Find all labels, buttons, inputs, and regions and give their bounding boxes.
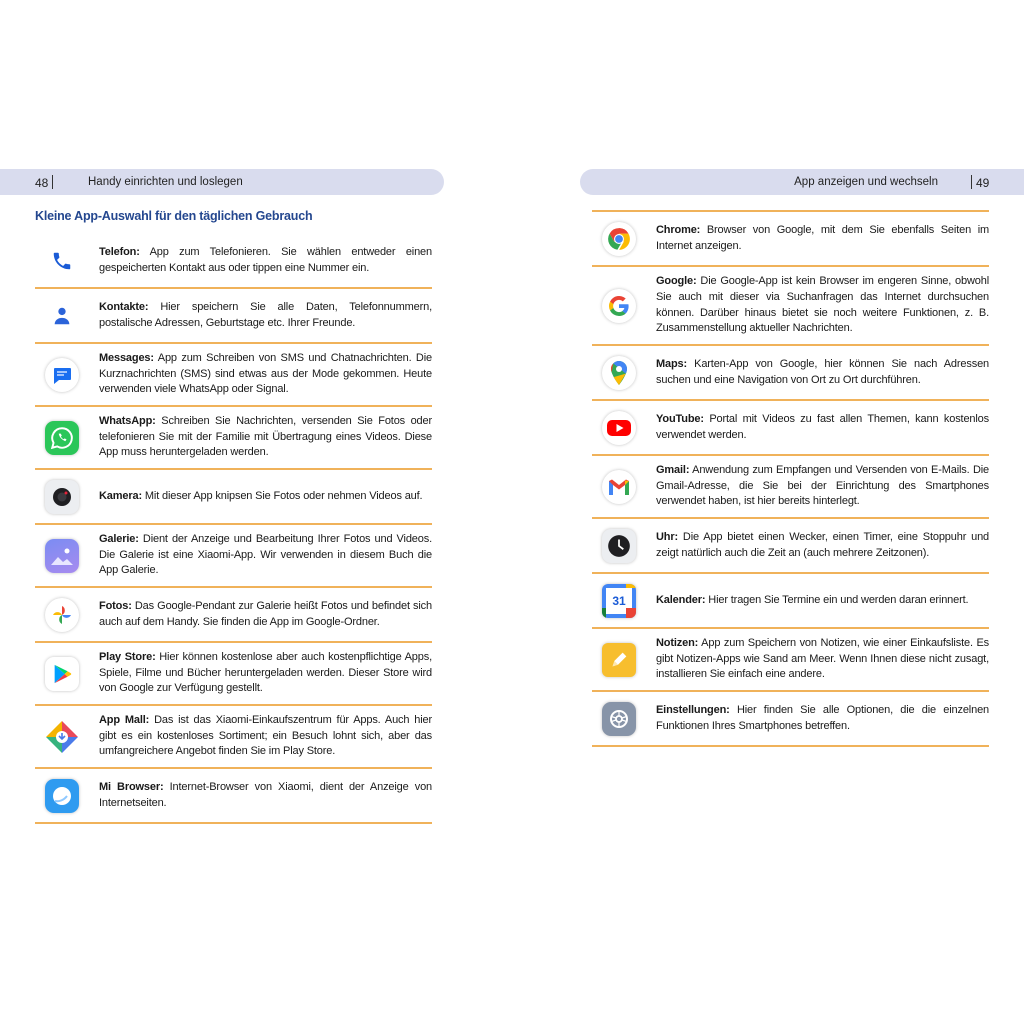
app-name: Telefon: <box>99 245 140 258</box>
list-item <box>592 401 989 456</box>
youtube-icon <box>602 411 636 445</box>
gmail-icon <box>602 470 636 504</box>
google-icon <box>602 289 636 323</box>
list-item <box>35 643 432 706</box>
app-name: Fotos: <box>99 599 132 612</box>
whatsapp-icon <box>45 421 79 455</box>
gallery-icon <box>45 539 79 573</box>
left-chapter-title: Handy einrichten und loslegen <box>88 176 243 188</box>
chrome-icon <box>602 222 636 256</box>
right-section-title: App anzeigen und wechseln <box>794 176 938 188</box>
left-app-list <box>35 234 432 824</box>
app-name: Kamera: <box>99 489 142 502</box>
left-page-number: 48 <box>35 176 49 190</box>
app-description: Die App bietet einen Wecker, einen Timer, eine Stoppuhr und zeigt natürlich auch die Zeit an (auch mehrere Zeitzonen). <box>656 530 990 559</box>
app-name: Messages: <box>99 352 154 365</box>
app-description: Hier können kostenlose aber auch kostenpflichtige Apps, Spiele, Filme und Bücher heruntergeladen werden. Dieser Store wird von Google zur Verfügung gestellt. <box>99 651 432 695</box>
list-item <box>35 470 432 525</box>
list-item <box>35 769 432 824</box>
list-item <box>592 267 989 346</box>
section-heading: Kleine App-Auswahl für den täglichen Gebrauch <box>35 209 313 223</box>
contacts-icon <box>45 299 79 333</box>
app-name: Notizen: <box>656 637 699 650</box>
list-item <box>592 629 989 692</box>
list-item <box>592 456 989 519</box>
list-item <box>592 346 989 401</box>
app-description: Hier tragen Sie Termine ein und werden daran erinnert. <box>708 593 969 606</box>
list-item <box>35 407 432 470</box>
app-name: YouTube: <box>656 412 704 425</box>
calendar-icon <box>602 584 636 618</box>
app-name: WhatsApp: <box>99 415 156 428</box>
list-item <box>35 525 432 588</box>
app-name: Gmail: <box>656 464 690 477</box>
left-page-header <box>0 169 444 195</box>
phone-icon <box>45 244 79 278</box>
app-description: Anwendung zum Empfangen und Versenden von E-Mails. Die Gmail-Adresse, die Sie bei der Einrichtung des Smartphones verwendet haben, ist hier bereits hinterlegt. <box>656 464 990 508</box>
app-description: Portal mit Videos zu fast allen Themen, kann kostenlos verwendet werden. <box>656 412 989 441</box>
app-description: App zum Telefonieren. Sie wählen entweder einen gespeicherten Kontakt aus oder tippen eine Nummer ein. <box>99 245 432 274</box>
app-name: Chrome: <box>656 223 701 236</box>
header-divider <box>971 175 972 189</box>
list-item <box>35 588 432 643</box>
maps-icon <box>602 356 636 390</box>
app-description: Die Google-App ist kein Browser im engeren Sinne, obwohl Sie auch mit dieser via Suchanfragen das Internet durchsuchen können. Darüber hinaus bietet sie noch weitere Funktionen, z. B. Zusammenstellung aktueller Nachrichten. <box>656 275 990 335</box>
app-description: Hier speichern Sie alle Daten, Telefonnummern, postalische Adressen, Geburtstage etc. Ihrer Freunde. <box>99 300 433 329</box>
play-store-icon <box>45 657 79 691</box>
app-description: Internet-Browser von Xiaomi, dient der Anzeige von Internetseiten. <box>99 780 432 809</box>
camera-icon <box>45 480 79 514</box>
app-name: Kalender: <box>656 593 706 606</box>
calendar-date: 31 <box>612 593 626 608</box>
list-item <box>592 574 989 629</box>
app-name: Uhr: <box>656 530 679 543</box>
notes-icon <box>602 643 636 677</box>
app-description: Mit dieser App knipsen Sie Fotos oder nehmen Videos auf. <box>144 489 423 502</box>
app-name: App Mall: <box>99 714 150 727</box>
photos-icon <box>45 598 79 632</box>
mi-browser-icon <box>45 779 79 813</box>
app-description: Dient der Anzeige und Bearbeitung Ihrer Fotos und Videos. Die Galerie ist eine Xiaomi-App. Wir verwenden in diesem Buch die App Galerie. <box>99 533 432 577</box>
app-description: App zum Speichern von Notizen, wie einer Einkaufsliste. Es gibt Notizen-Apps wie Sand am Meer. Wenn Ihnen diese nicht zusagt, installieren Sie einfach eine andere. <box>656 637 989 681</box>
list-item <box>35 234 432 289</box>
app-description: Schreiben Sie Nachrichten, versenden Sie Fotos oder telefonieren Sie mit der Familie mit Übertragung eines Videos. Diese App muss heruntergeladen werden. <box>99 415 433 459</box>
settings-icon <box>602 702 636 736</box>
list-item <box>35 344 432 407</box>
app-name: Mi Browser: <box>99 780 164 793</box>
list-item <box>592 519 989 574</box>
app-mall-icon <box>45 720 79 754</box>
app-description: Das Google-Pendant zur Galerie heißt Fotos und befindet sich auch auf dem Handy. Sie finden die App im Google-Ordner. <box>99 599 432 628</box>
app-name: Einstellungen: <box>656 703 730 716</box>
app-name: Kontakte: <box>99 300 149 313</box>
list-item <box>592 212 989 267</box>
list-item <box>35 289 432 344</box>
list-item <box>35 706 432 769</box>
app-description: Hier finden Sie alle Optionen, die die einzelnen Funktionen Ihres Smartphones betreffen. <box>656 703 990 732</box>
list-item <box>592 692 989 747</box>
right-page-header <box>580 169 1024 195</box>
app-name: Galerie: <box>99 533 139 546</box>
app-description: Browser von Google, mit dem Sie ebenfalls Seiten im Internet anzeigen. <box>656 223 989 252</box>
right-page-number: 49 <box>976 176 990 190</box>
clock-icon <box>602 529 636 563</box>
app-description: Karten-App von Google, hier können Sie nach Adressen suchen und eine Navigation von Ort zu Ort durchführen. <box>656 357 990 386</box>
app-name: Play Store: <box>99 651 156 664</box>
right-app-list <box>592 210 989 747</box>
app-name: Google: <box>656 275 697 288</box>
messages-icon <box>45 358 79 392</box>
app-description: Das ist das Xiaomi-Einkaufszentrum für Apps. Auch hier gibt es ein kostenloses Sortiment; ein Besuch lohnt sich, aber das umfangreichere Angebot finden Sie im Play Store. <box>99 714 433 758</box>
app-name: Maps: <box>656 357 688 370</box>
app-description: App zum Schreiben von SMS und Chatnachrichten. Die Kurznachrichten (SMS) sind etwas aus der Mode gekommen. Heute verwenden viele WhatsApp oder Signal. <box>99 352 432 396</box>
header-divider <box>52 175 53 189</box>
